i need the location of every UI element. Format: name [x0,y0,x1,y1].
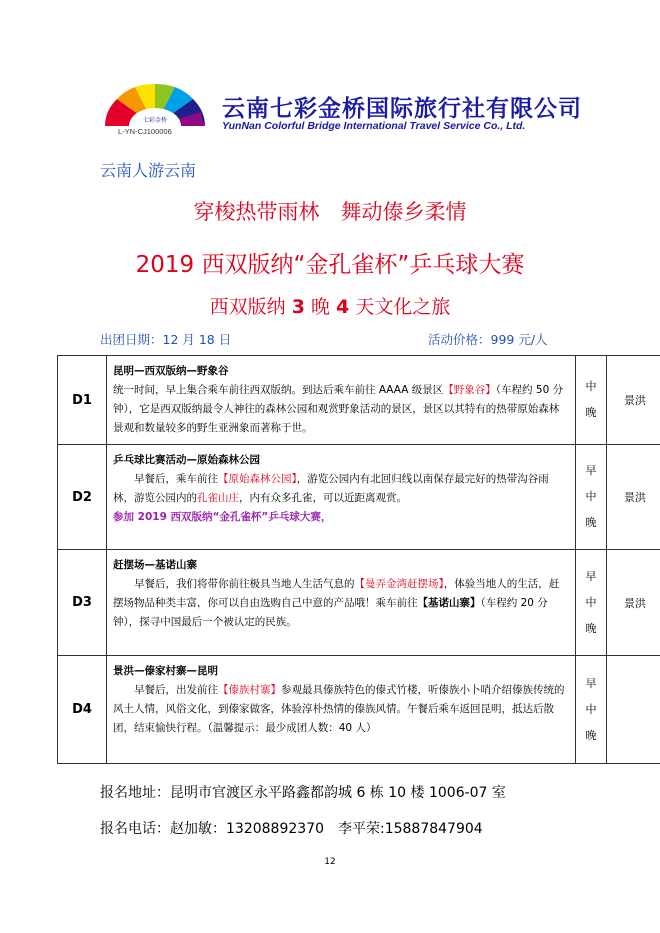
itinerary-table [57,355,660,764]
day-description [107,550,576,656]
hotel: 景洪 [607,550,660,656]
day-description [107,445,576,550]
itinerary-row-d1 [58,356,660,445]
meals: 中 晚 [576,356,607,445]
hotel: 景洪 [607,356,660,445]
registration-phone: 报名电话：赵加敏：13208892370 李平荣:15887847904 [100,821,483,837]
day-label: D3 [58,550,107,656]
day-title: 赶摆场—基诺山寨 [113,559,197,571]
meals: 早 中 晚 [576,445,607,550]
logo-license-code: L-YN-CJ100006 [118,127,172,136]
day-title: 乒乓球比赛活动—原始森林公园 [113,454,260,466]
hotel: 景洪 [607,445,660,550]
day-text: 早餐后，出发前往【傣族村寨】参观最具傣族特色的傣式竹楼，听傣族小卜哨介绍傣族传统的风土人情，风俗文化，到傣家做客，体验淳朴热情的傣族风情。午餐后乘车返回昆明，抵达后散团，结束愉快行程。（温馨提示：最少成团人数：40 人） [113,684,565,734]
meals: 早 中 晚 [576,550,607,656]
event-title: 2019 西双版纳“金孔雀杯”乒乓球大赛 [135,252,525,278]
meals: 早 中 晚 [576,656,607,764]
day-text: 统一时间，早上集合乘车前往西双版纳。到达后乘车前往 AAAA 级景区【野象谷】（车程约 50 分钟），它是西双版纳最令人神往的森林公园和观赏野象活动的景区，景区以其特有的热带原始森林景观和数量较多的野生亚洲象而著称于世。 [113,384,564,434]
itinerary-row-d2 [58,445,660,550]
day-description [107,656,576,764]
day-description [107,356,576,445]
tour-price: 活动价格：999 元/人 [428,332,548,347]
company-name-cn: 云南七彩金桥国际旅行社有限公司 [222,96,582,122]
hotel [607,656,660,764]
event-note: 参加 2019 西双版纳“金孔雀杯”乒乓球大赛， [113,511,332,523]
day-title: 昆明—西双版纳—野象谷 [113,365,229,377]
slogan: 云南人游云南 [100,161,197,180]
registration-address: 报名地址：昆明市官渡区永平路鑫都韵城 6 栋 10 楼 1006-07 室 [100,785,506,801]
itinerary-row-d4 [58,656,660,764]
page-number: 12 [324,857,336,867]
company-name-en: YunNan Colorful Bridge International Travel Service Co., Ltd. [222,120,526,132]
day-title: 景洪—傣家村寨—昆明 [113,665,218,677]
departure-date: 出团日期：12 月 18 日 [100,332,232,347]
tour-title: 西双版纳 3 晚 4 天文化之旅 [209,296,451,318]
itinerary-row-d3 [58,550,660,656]
svg-text:七彩金桥: 七彩金桥 [142,117,168,124]
day-label: D2 [58,445,107,550]
day-text: 早餐后，乘车前往【原始森林公园】，游览公园内有北回归线以南保存最完好的热带沟谷雨林，游览公园内的孔雀山庄，内有众多孔雀，可以近距离观赏。 [113,473,549,504]
headline: 穿梭热带雨林 舞动傣乡柔情 [193,200,467,224]
day-label: D1 [58,356,107,445]
day-text: 早餐后，我们将带你前往极具当地人生活气息的【曼弄金湾赶摆场】，体验当地人的生活，赶摆场物品种类丰富，你可以自由选购自己中意的产品哦！乘车前往【基诺山寨】（车程约 20 分钟），探寻中国最后一个被认定的民族。 [113,578,560,628]
letterhead [100,80,620,140]
day-label: D4 [58,656,107,764]
